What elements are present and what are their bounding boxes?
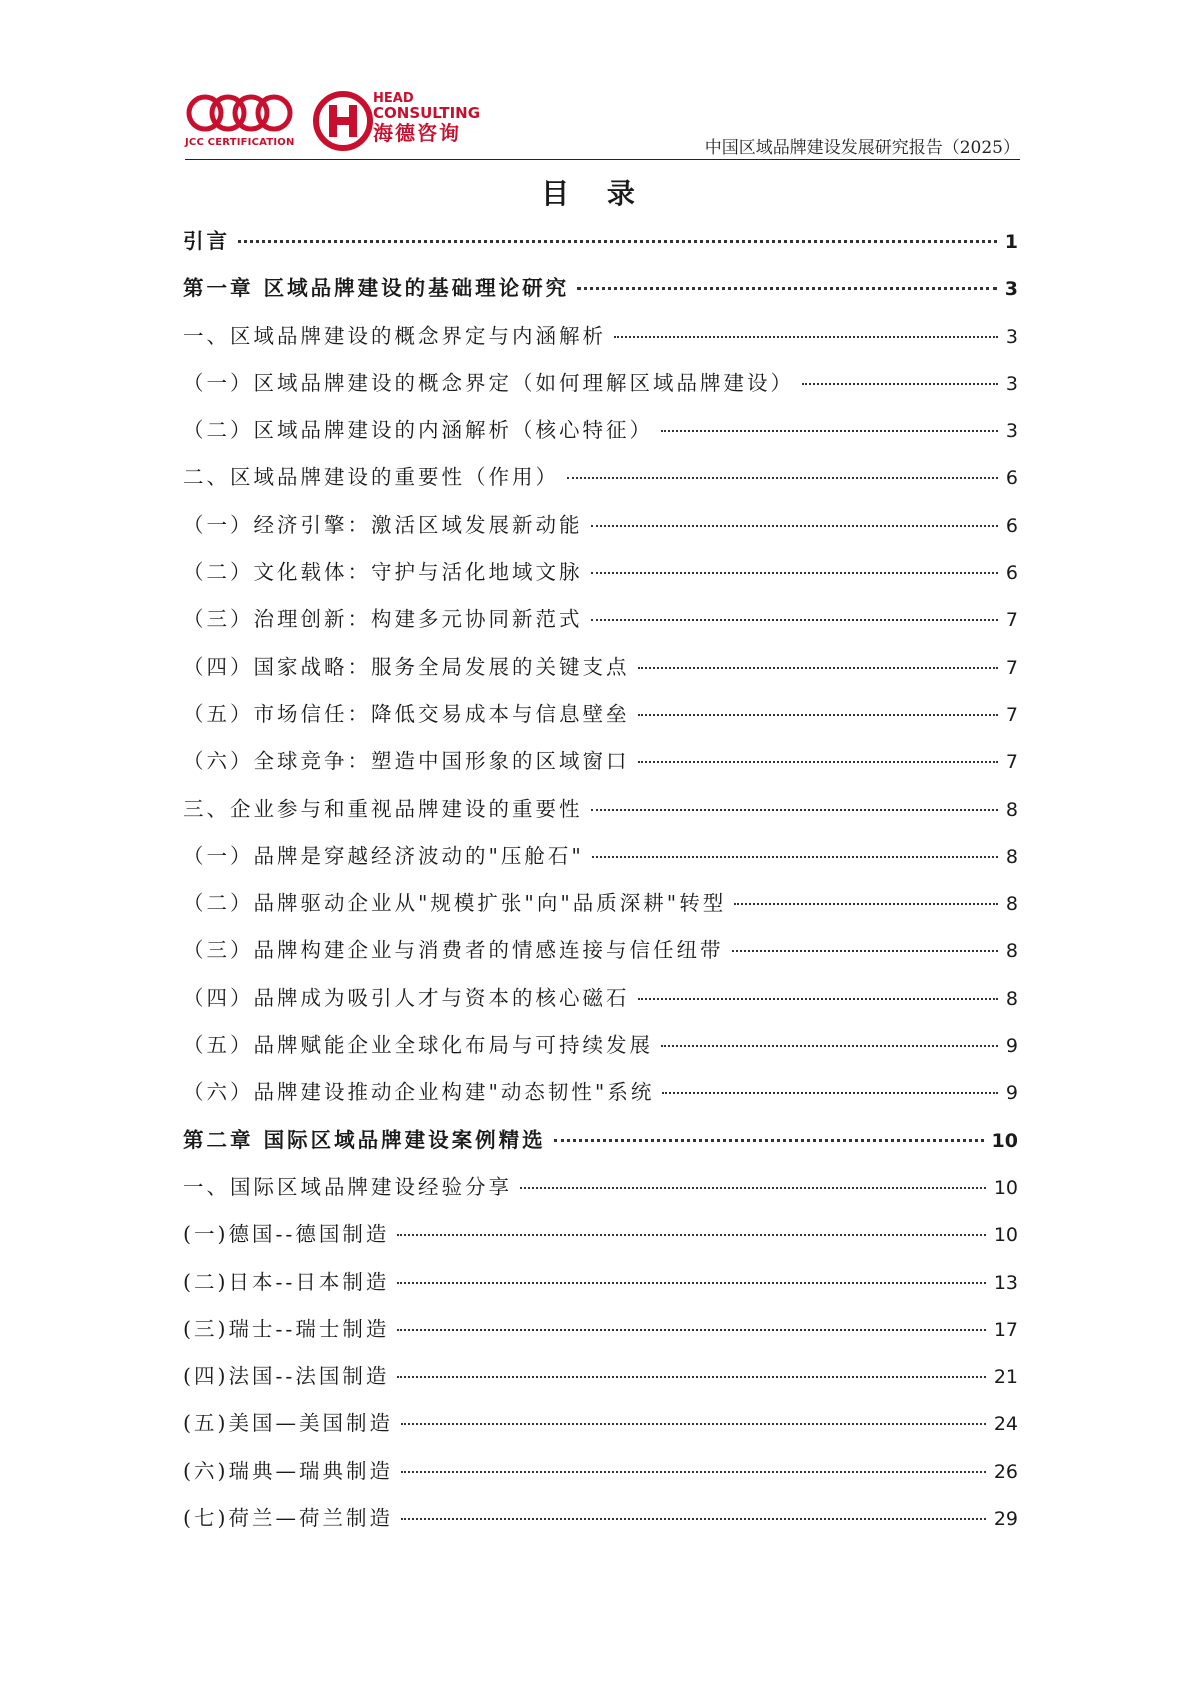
toc-entry[interactable]	[183, 224, 1018, 271]
toc-page-number: 9	[1005, 1082, 1018, 1105]
toc-entry-title: (七)荷兰—荷兰制造	[183, 1506, 393, 1531]
toc-entry-title: (一)德国--德国制造	[183, 1222, 390, 1247]
toc-entry[interactable]	[183, 555, 1018, 602]
dot-leader	[638, 714, 998, 716]
toc-page-number: 10	[991, 1129, 1018, 1152]
toc-page-number: 8	[1005, 893, 1018, 916]
toc-page-number: 29	[993, 1508, 1018, 1531]
toc-entry[interactable]	[183, 697, 1018, 744]
dot-leader	[661, 1045, 998, 1047]
dot-leader	[591, 525, 998, 527]
toc-entry[interactable]	[183, 271, 1018, 318]
dot-leader	[238, 240, 997, 243]
dot-leader	[567, 477, 998, 479]
toc-page-number: 17	[993, 1318, 1018, 1341]
dot-leader	[638, 761, 998, 763]
dot-leader	[802, 383, 998, 385]
toc-entry-title: 第二章 国际区域品牌建设案例精选	[183, 1127, 546, 1152]
toc-title: 目 录	[541, 177, 649, 210]
dot-leader	[591, 809, 998, 811]
toc-entry[interactable]	[183, 508, 1018, 555]
toc-page-number: 8	[1005, 987, 1018, 1010]
toc-entry-title: 二、区域品牌建设的重要性（作用）	[183, 465, 559, 490]
toc-page-number: 1	[1004, 231, 1018, 253]
toc-entry[interactable]	[183, 1028, 1018, 1075]
toc-entry[interactable]	[183, 1501, 1018, 1548]
toc-entry-title: （二）区域品牌建设的内涵解析（核心特征）	[183, 418, 653, 443]
toc-entry-title: （五）市场信任：降低交易成本与信息壁垒	[183, 701, 630, 726]
toc-entry-title: 第一章 区域品牌建设的基础理论研究	[183, 276, 570, 301]
toc-entry-title: （二）文化载体：守护与活化地域文脉	[183, 560, 583, 585]
toc-entry[interactable]	[183, 981, 1018, 1028]
toc-page-number: 24	[993, 1413, 1018, 1436]
jcc-logo-text: JCC CERTIFICATION	[185, 137, 295, 148]
dot-leader	[591, 619, 998, 621]
dot-leader	[591, 572, 998, 574]
toc-entry[interactable]	[183, 1312, 1018, 1359]
table-of-contents	[183, 224, 1018, 1548]
toc-page-number: 7	[1005, 656, 1018, 679]
toc-entry[interactable]	[183, 650, 1018, 697]
toc-entry[interactable]	[183, 1359, 1018, 1406]
toc-page-number: 3	[1005, 325, 1018, 348]
toc-entry[interactable]	[183, 366, 1018, 413]
toc-entry[interactable]	[183, 1217, 1018, 1264]
dot-leader	[397, 1329, 985, 1331]
toc-entry[interactable]	[183, 792, 1018, 839]
toc-page-number: 6	[1005, 514, 1018, 537]
toc-entry-title: （四）国家战略：服务全局发展的关键支点	[183, 654, 630, 679]
toc-entry-title: (五)美国—美国制造	[183, 1411, 393, 1436]
dot-leader	[732, 950, 998, 952]
toc-page-number: 6	[1005, 467, 1018, 490]
toc-entry[interactable]	[183, 602, 1018, 649]
dot-leader	[401, 1471, 986, 1473]
toc-page-number: 10	[993, 1224, 1018, 1247]
toc-entry-title: (四)法国--法国制造	[183, 1364, 390, 1389]
dot-leader	[614, 336, 998, 338]
dot-leader	[638, 667, 998, 669]
header-divider	[185, 159, 1020, 160]
toc-entry[interactable]	[183, 933, 1018, 980]
toc-entry[interactable]	[183, 744, 1018, 791]
toc-entry-title: （五）品牌赋能企业全球化布局与可持续发展	[183, 1033, 653, 1058]
head-logo-line1: HEAD	[373, 91, 414, 106]
head-consulting-logo-icon	[313, 89, 373, 153]
dot-leader	[554, 1139, 984, 1142]
toc-entry-title: (三)瑞士--瑞士制造	[183, 1316, 390, 1341]
dot-leader	[662, 1092, 998, 1094]
toc-page-number: 26	[993, 1460, 1018, 1483]
toc-entry-title: 引言	[183, 229, 230, 253]
toc-entry-title: （四）品牌成为吸引人才与资本的核心磁石	[183, 985, 630, 1010]
toc-entry-title: 三、企业参与和重视品牌建设的重要性	[183, 796, 583, 821]
toc-entry-title: （六）品牌建设推动企业构建"动态韧性"系统	[183, 1080, 655, 1105]
toc-entry-title: 一、区域品牌建设的概念界定与内涵解析	[183, 323, 606, 348]
dot-leader	[397, 1282, 985, 1284]
dot-leader	[397, 1234, 985, 1236]
toc-page-number: 8	[1005, 845, 1018, 868]
toc-entry-title: （一）区域品牌建设的概念界定（如何理解区域品牌建设）	[183, 370, 794, 395]
toc-entry[interactable]	[183, 1170, 1018, 1217]
dot-leader	[592, 856, 998, 858]
head-logo-line2: CONSULTING	[373, 104, 481, 122]
toc-page-number: 6	[1005, 562, 1018, 585]
toc-entry-title: （三）品牌构建企业与消费者的情感连接与信任纽带	[183, 938, 724, 963]
dot-leader	[577, 287, 997, 290]
toc-entry[interactable]	[183, 1075, 1018, 1122]
toc-entry[interactable]	[183, 1265, 1018, 1312]
toc-entry[interactable]	[183, 1406, 1018, 1453]
dot-leader	[397, 1376, 985, 1378]
toc-entry-title: （一）品牌是穿越经济波动的"压舱石"	[183, 843, 584, 868]
toc-page-number: 9	[1005, 1035, 1018, 1058]
toc-entry[interactable]	[183, 413, 1018, 460]
toc-entry[interactable]	[183, 1454, 1018, 1501]
toc-page-number: 8	[1005, 798, 1018, 821]
toc-page-number: 7	[1005, 751, 1018, 774]
toc-page-number: 21	[993, 1366, 1018, 1389]
toc-entry-title: (六)瑞典—瑞典制造	[183, 1458, 393, 1483]
toc-entry[interactable]	[183, 319, 1018, 366]
page-header	[185, 85, 1020, 159]
head-logo-line3: 海德咨询	[373, 121, 461, 145]
toc-page-number: 7	[1005, 703, 1018, 726]
toc-entry-title: (二)日本--日本制造	[183, 1269, 390, 1294]
toc-entry-title: （三）治理创新：构建多元协同新范式	[183, 607, 583, 632]
dot-leader	[734, 903, 998, 905]
toc-page-number: 13	[993, 1271, 1018, 1294]
toc-page-number: 7	[1005, 609, 1018, 632]
toc-page-number: 3	[1004, 278, 1018, 301]
report-title: 中国区域品牌建设发展研究报告（2025）	[704, 138, 1020, 158]
dot-leader	[638, 998, 998, 1000]
dot-leader	[661, 430, 998, 432]
dot-leader	[520, 1187, 986, 1189]
toc-entry[interactable]	[183, 839, 1018, 886]
head-consulting-wordmark	[373, 92, 480, 143]
toc-entry-title: （二）品牌驱动企业从"规模扩张"向"品质深耕"转型	[183, 891, 727, 916]
toc-page-number: 8	[1005, 940, 1018, 963]
dot-leader	[401, 1423, 986, 1425]
toc-entry[interactable]	[183, 1123, 1018, 1170]
toc-page-number: 3	[1005, 420, 1018, 443]
toc-page-number: 3	[1005, 372, 1018, 395]
dot-leader	[401, 1518, 986, 1520]
toc-page-number: 10	[993, 1176, 1018, 1199]
toc-entry-title: （一）经济引擎：激活区域发展新动能	[183, 512, 583, 537]
toc-entry[interactable]	[183, 886, 1018, 933]
toc-entry-title: 一、国际区域品牌建设经验分享	[183, 1174, 512, 1199]
toc-entry-title: （六）全球竞争：塑造中国形象的区域窗口	[183, 749, 630, 774]
toc-entry[interactable]	[183, 460, 1018, 507]
